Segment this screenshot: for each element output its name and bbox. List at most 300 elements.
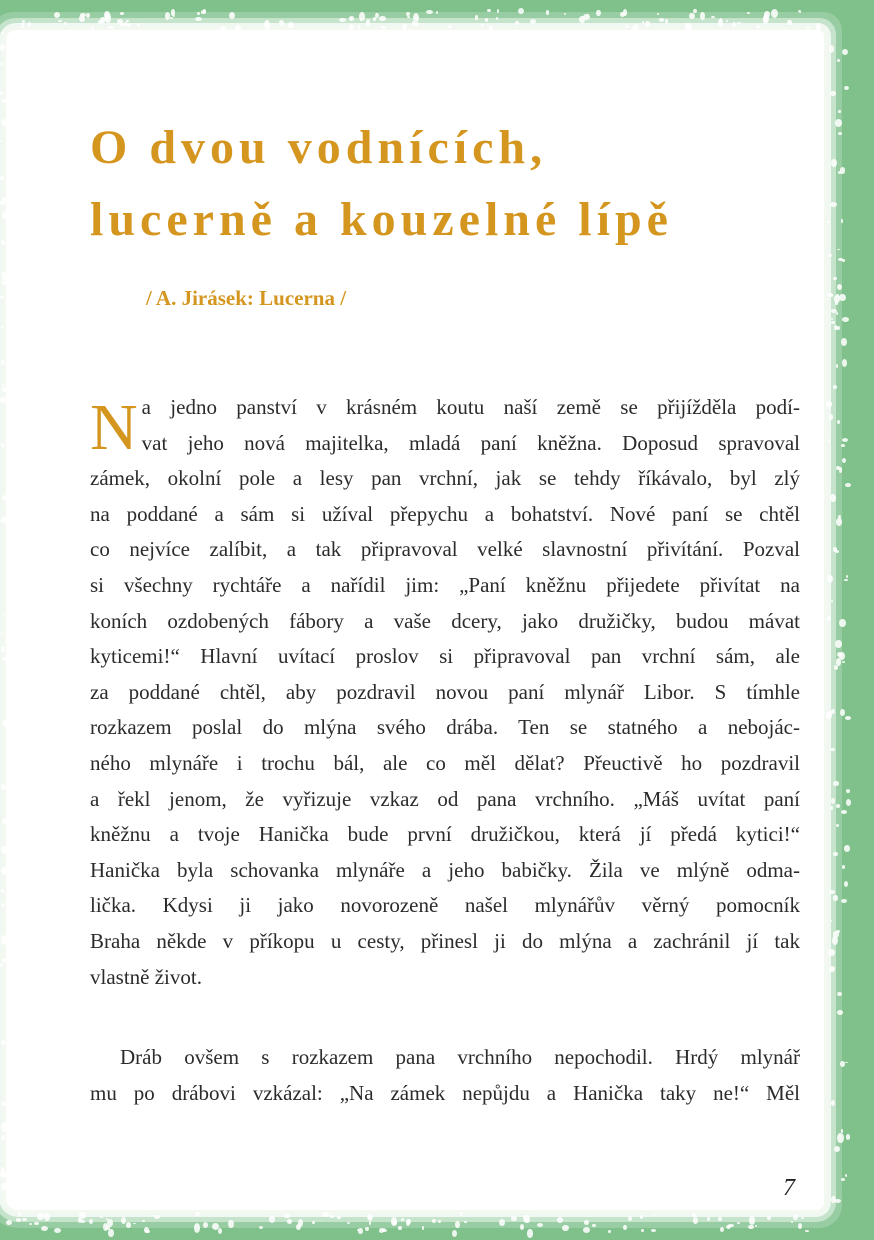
- chalk-speck: [481, 24, 485, 27]
- chalk-speck: [737, 1222, 739, 1224]
- chalk-speck: [840, 709, 845, 716]
- chalk-speck: [0, 176, 3, 180]
- chalk-speck: [557, 1217, 563, 1223]
- chalk-speck: [382, 1229, 387, 1233]
- chalk-speck: [22, 1218, 27, 1221]
- chalk-speck: [2, 446, 4, 448]
- chalk-speck: [284, 1214, 289, 1218]
- chalk-speck: [546, 10, 549, 15]
- chalk-speck: [489, 26, 492, 31]
- chalk-speck: [807, 26, 809, 29]
- chalk-speck: [831, 159, 836, 167]
- chalk-speck: [628, 1216, 632, 1221]
- chalk-speck: [623, 1225, 627, 1231]
- chalk-speck: [126, 1222, 131, 1227]
- chalk-speck: [718, 19, 723, 26]
- chalk-speck: [833, 895, 837, 901]
- text-line: Braha někde v příkopu u cesty, přinesl ji do mlýna a zachránil jí tak: [90, 928, 800, 953]
- chapter-title-line-2: lucerně a kouzelné lípě: [90, 193, 673, 246]
- chalk-speck: [1, 443, 4, 446]
- chalk-speck: [827, 221, 829, 224]
- chalk-speck: [831, 798, 835, 804]
- chalk-speck: [426, 10, 433, 14]
- chalk-speck: [279, 20, 284, 26]
- chalk-speck: [828, 949, 835, 956]
- chalk-speck: [460, 1212, 464, 1215]
- chalk-speck: [89, 1219, 93, 1224]
- chalk-speck: [837, 284, 842, 290]
- text-line: vlastně život.: [90, 964, 202, 989]
- chalk-speck: [845, 1062, 848, 1064]
- chalk-speck: [831, 709, 835, 714]
- chalk-speck: [1, 646, 6, 653]
- chalk-speck: [793, 1214, 797, 1221]
- chalk-speck: [2, 614, 4, 616]
- chalk-speck: [18, 1212, 21, 1216]
- text-line: kyticemi!“ Hlavní uvítací proslov si připravoval pan vrchní sám, ale: [90, 644, 800, 669]
- chalk-speck: [330, 1215, 334, 1218]
- chalk-speck: [767, 1216, 771, 1219]
- chalk-speck: [816, 23, 821, 31]
- chalk-speck: [839, 652, 845, 660]
- chalk-speck: [0, 963, 3, 967]
- chalk-speck: [415, 17, 418, 19]
- chalk-speck: [845, 716, 851, 720]
- chalk-speck: [841, 1178, 845, 1181]
- chalk-speck: [826, 401, 832, 406]
- chalk-speck: [438, 1220, 441, 1224]
- chalk-speck: [2, 281, 8, 285]
- chalk-speck: [133, 1223, 136, 1225]
- chalk-speck: [373, 17, 377, 21]
- chalk-speck: [827, 616, 831, 621]
- chalk-speck: [322, 1212, 329, 1216]
- text-line: kněžnu a tvoje Hanička bude první družičkou, která jí předá kytici!“: [90, 822, 800, 847]
- chalk-speck: [6, 1220, 12, 1225]
- chalk-speck: [165, 12, 171, 20]
- chalk-speck: [831, 318, 833, 320]
- chalk-speck: [642, 21, 644, 23]
- chalk-speck: [737, 22, 741, 25]
- chalk-speck: [829, 45, 835, 53]
- chalk-speck: [455, 1221, 460, 1227]
- chalk-speck: [144, 1213, 146, 1214]
- chalk-speck: [137, 23, 141, 26]
- chalk-speck: [412, 21, 415, 26]
- chalk-speck: [422, 1226, 425, 1230]
- chalk-speck: [365, 1227, 369, 1231]
- chalk-speck: [1, 784, 6, 790]
- chalk-speck: [836, 930, 839, 933]
- chalk-speck: [755, 1225, 757, 1227]
- chalk-speck: [120, 23, 123, 26]
- chalk-speck: [837, 59, 840, 62]
- chalk-speck: [833, 547, 837, 551]
- chalk-speck: [833, 277, 836, 280]
- chalk-speck: [834, 1146, 840, 1152]
- chalk-speck: [711, 16, 714, 19]
- chalk-speck: [1, 903, 5, 907]
- chalk-speck: [844, 881, 848, 887]
- chalk-speck: [349, 16, 354, 21]
- chalk-speck: [203, 9, 206, 13]
- chalk-speck: [562, 1225, 569, 1231]
- chalk-speck: [2, 657, 9, 661]
- text-line: lička. Kdysi ji jako novorozeně našel mlynářův věrný pomocník: [90, 893, 800, 918]
- chalk-speck: [842, 865, 845, 869]
- chalk-speck: [693, 1217, 699, 1223]
- chalk-speck: [583, 1227, 590, 1233]
- paragraph-1: [90, 390, 800, 995]
- chalk-speck: [349, 24, 354, 30]
- chalk-speck: [203, 1222, 208, 1228]
- chalk-speck: [1, 1040, 6, 1045]
- chalk-speck: [692, 1213, 696, 1217]
- chalk-speck: [394, 1221, 396, 1223]
- chalk-speck: [58, 20, 61, 23]
- chalk-speck: [407, 1219, 411, 1224]
- chalk-speck: [831, 600, 833, 602]
- chalk-speck: [829, 414, 834, 420]
- chalk-speck: [496, 17, 499, 20]
- chalk-speck: [641, 1229, 643, 1232]
- chalk-speck: [359, 12, 365, 21]
- chalk-speck: [0, 201, 5, 206]
- chalk-speck: [108, 1229, 114, 1238]
- chalk-speck: [487, 9, 490, 12]
- chalk-speck: [0, 1171, 6, 1178]
- chalk-speck: [2, 720, 9, 727]
- chalk-speck: [108, 26, 114, 30]
- chalk-speck: [269, 1215, 276, 1223]
- chalk-speck: [29, 1223, 32, 1225]
- chalk-speck: [835, 1199, 840, 1203]
- text-line: ného mlynáře i trochu bál, ale co měl dělat? Přeuctivě ho pozdravil: [90, 750, 800, 775]
- chalk-speck: [154, 1215, 160, 1219]
- chalk-speck: [645, 21, 650, 26]
- text-line: co nejvíce zalíbit, a tak připravoval velké slavnostní přivítání. Pozval: [90, 537, 800, 562]
- chalk-speck: [86, 13, 89, 18]
- chalk-speck: [41, 1226, 48, 1231]
- chalk-speck: [106, 1218, 108, 1220]
- chalk-speck: [836, 364, 839, 368]
- chalk-speck: [841, 219, 844, 223]
- chalk-speck: [665, 19, 668, 23]
- chalk-speck: [828, 1070, 830, 1072]
- chalk-speck: [659, 18, 664, 22]
- chalk-speck: [464, 1221, 467, 1223]
- chalk-speck: [841, 444, 844, 447]
- chalk-speck: [838, 110, 841, 113]
- text-line: na poddané a sám si užíval přepychu a bohatství. Nové paní se chtěl: [90, 501, 800, 526]
- chalk-speck: [771, 9, 778, 18]
- chalk-speck: [832, 936, 838, 945]
- chalk-speck: [1, 1183, 7, 1190]
- chalk-speck: [452, 1230, 457, 1237]
- chalk-speck: [830, 202, 837, 207]
- chalk-speck: [218, 1228, 222, 1234]
- chalk-speck: [640, 1215, 643, 1219]
- chalk-speck: [81, 1220, 85, 1223]
- chalk-speck: [846, 789, 850, 793]
- chalk-speck: [830, 806, 833, 810]
- chalk-speck: [1, 935, 7, 945]
- text-line: koních ozdobených fábory a vaše dcery, jako družičky, budou mávat: [90, 608, 800, 633]
- text-line: zámek, okolní pole a lesy pan vrchní, jak se tehdy říkávalo, byl zlý: [90, 466, 800, 491]
- chalk-speck: [747, 12, 749, 14]
- chalk-speck: [830, 91, 836, 96]
- chalk-speck: [689, 13, 694, 19]
- chalk-speck: [298, 1219, 303, 1227]
- chalk-speck: [1, 1138, 4, 1140]
- chalk-speck: [707, 1217, 710, 1221]
- chalk-speck: [836, 312, 838, 315]
- chalk-speck: [436, 11, 438, 14]
- chalk-speck: [830, 748, 835, 752]
- text-line: Dráb ovšem s rozkazem pana vrchního nepochodil. Hrdý mlynář: [120, 1045, 800, 1069]
- chalk-speck: [1, 1159, 3, 1161]
- chalk-speck: [259, 1226, 264, 1230]
- chalk-speck: [579, 16, 584, 24]
- chalk-speck: [841, 1129, 843, 1132]
- chalk-speck: [511, 1216, 517, 1220]
- chalk-speck: [0, 140, 2, 142]
- chalk-speck: [657, 13, 659, 16]
- chalk-speck: [347, 1222, 350, 1224]
- chalk-speck: [358, 25, 361, 29]
- chalk-speck: [520, 1224, 524, 1230]
- chalk-speck: [836, 804, 841, 808]
- chalk-speck: [838, 258, 843, 261]
- text-line: vat jeho nová majitelka, mladá paní kněžna. Doposud spravoval: [141, 430, 800, 455]
- chalk-speck: [499, 1219, 505, 1226]
- chalk-speck: [1, 326, 4, 328]
- chalk-speck: [842, 661, 845, 663]
- chalk-speck: [195, 17, 202, 21]
- chalk-speck: [841, 810, 847, 814]
- chalk-speck: [846, 799, 851, 806]
- chalk-speck: [584, 1220, 590, 1225]
- chalk-speck: [497, 9, 500, 13]
- chalk-speck: [838, 132, 842, 135]
- chalk-speck: [828, 254, 832, 256]
- chalk-speck: [195, 1212, 200, 1216]
- chalk-speck: [0, 44, 5, 51]
- chalk-speck: [830, 494, 835, 501]
- chalk-speck: [829, 890, 835, 894]
- chalk-speck: [2, 891, 5, 893]
- chalk-speck: [842, 49, 848, 55]
- chalk-speck: [608, 1230, 611, 1234]
- chalk-speck: [841, 338, 847, 346]
- chalk-speck: [799, 11, 801, 14]
- chalk-speck: [2, 272, 8, 279]
- chalk-speck: [2, 958, 6, 963]
- chalk-speck: [837, 420, 840, 424]
- chalk-speck: [840, 1061, 845, 1067]
- chalk-speck: [732, 22, 736, 27]
- chalk-speck: [749, 1216, 756, 1225]
- chalk-speck: [1, 360, 4, 364]
- chalk-speck: [1, 846, 7, 853]
- chalk-speck: [592, 1224, 595, 1227]
- chalk-speck: [44, 1213, 51, 1220]
- chalk-speck: [312, 1221, 315, 1224]
- chalk-speck: [22, 20, 25, 23]
- chalk-speck: [105, 13, 112, 23]
- text-line: a řekl jenom, že vyřizuje vzkaz od pana vrchního. „Máš uvítat paní: [90, 786, 800, 811]
- chalk-speck: [0, 397, 5, 403]
- chalk-speck: [837, 1133, 843, 1142]
- chalk-speck: [120, 12, 124, 14]
- chalk-speck: [829, 966, 835, 972]
- chalk-speck: [844, 845, 850, 851]
- chalk-speck: [700, 12, 705, 19]
- chalk-speck: [564, 13, 566, 15]
- chalk-speck: [831, 1100, 835, 1105]
- chalk-speck: [726, 1225, 731, 1229]
- chalk-speck: [756, 25, 760, 28]
- chalk-speck: [623, 9, 627, 15]
- chalk-speck: [845, 483, 852, 487]
- chalk-speck: [402, 24, 406, 30]
- text-line: si všechny rychtáře a nařídil jim: „Paní kněžnu přijedete přivítat na: [90, 572, 800, 597]
- chalk-speck: [366, 19, 371, 26]
- chalk-speck: [518, 8, 524, 14]
- chalk-speck: [398, 1226, 402, 1230]
- chalk-speck: [828, 439, 831, 443]
- chalk-speck: [791, 1221, 793, 1223]
- chalk-speck: [833, 781, 839, 785]
- chalk-speck: [287, 1219, 292, 1224]
- chalk-speck: [16, 1218, 21, 1221]
- chalk-speck: [748, 1225, 754, 1230]
- chalk-speck: [34, 1222, 39, 1225]
- chalk-speck: [836, 518, 842, 526]
- chalk-speck: [845, 1174, 848, 1177]
- chalk-speck: [805, 1230, 808, 1232]
- chalk-speck: [726, 20, 728, 22]
- chalk-speck: [530, 19, 536, 24]
- chalk-speck: [432, 1219, 437, 1223]
- chalk-speck: [827, 575, 833, 583]
- chalk-speck: [79, 1212, 86, 1218]
- chalk-speck: [0, 91, 3, 95]
- chalk-speck: [339, 18, 345, 22]
- chalk-speck: [537, 1223, 543, 1227]
- chalk-speck: [527, 1229, 532, 1237]
- text-line: rozkazem poslal do mlýna svého drába. Ten se statného a nebojác-: [90, 715, 800, 740]
- chalk-speck: [142, 1220, 145, 1222]
- paragraph-2: [90, 1040, 800, 1111]
- chalk-speck: [368, 1215, 372, 1221]
- chalk-speck: [28, 22, 31, 27]
- chalk-speck: [379, 16, 386, 21]
- chalk-speck: [596, 10, 601, 17]
- chalk-speck: [846, 1134, 851, 1139]
- chalk-speck: [407, 16, 410, 18]
- chalk-speck: [839, 619, 846, 627]
- chalk-speck: [2, 552, 4, 553]
- chalk-speck: [846, 575, 848, 578]
- chalk-speck: [842, 458, 846, 463]
- source-attribution: / A. Jirásek: Lucerna /: [146, 286, 347, 310]
- chalk-speck: [720, 1227, 724, 1232]
- chapter-title: [90, 112, 790, 256]
- chalk-speck: [693, 9, 697, 13]
- chalk-speck: [836, 824, 839, 827]
- chalk-speck: [228, 1220, 233, 1228]
- chalk-speck: [288, 22, 294, 28]
- chalk-speck: [381, 26, 386, 30]
- chalk-speck: [127, 23, 130, 27]
- chalk-speck: [229, 12, 235, 19]
- chalk-speck: [651, 1229, 656, 1232]
- chalk-speck: [1, 1101, 6, 1106]
- chalk-speck: [830, 920, 832, 922]
- chalk-speck: [515, 21, 519, 24]
- text-line: za poddané chtěl, aby pozdravil novou paní mlynář Libor. S tímhle: [90, 679, 800, 704]
- chalk-speck: [54, 1228, 61, 1233]
- chalk-speck: [523, 1215, 530, 1222]
- chalk-speck: [100, 1216, 103, 1218]
- chalk-speck: [837, 249, 839, 251]
- chalk-speck: [197, 12, 200, 15]
- chalk-speck: [842, 359, 847, 367]
- chalk-speck: [835, 640, 841, 648]
- chalk-speck: [763, 14, 769, 23]
- chalk-speck: [836, 466, 841, 470]
- text-line: Hanička byla schovanka mlynáře a jeho babičky. Žila ve mlýně odma-: [90, 857, 800, 882]
- chalk-speck: [653, 1214, 656, 1216]
- drop-cap: N: [90, 391, 138, 464]
- text-line: a jedno panství v krásném koutu naší země se přijížděla podí-: [141, 395, 800, 419]
- chalk-speck: [357, 1229, 360, 1231]
- chalk-speck: [264, 20, 270, 30]
- chalk-speck: [839, 294, 846, 301]
- chalk-speck: [798, 1223, 802, 1229]
- chalk-speck: [235, 25, 241, 31]
- chalk-speck: [718, 1217, 722, 1221]
- chalk-speck: [833, 385, 837, 389]
- chalk-speck: [842, 317, 849, 322]
- chalk-speck: [801, 1217, 804, 1219]
- chalk-speck: [835, 119, 842, 127]
- chalk-speck: [475, 15, 479, 20]
- chalk-speck: [1, 1122, 8, 1131]
- chalk-speck: [54, 12, 61, 18]
- chalk-speck: [833, 852, 837, 856]
- chalk-speck: [123, 22, 128, 26]
- chalk-speck: [837, 1010, 843, 1015]
- chalk-speck: [834, 665, 838, 670]
- chalk-speck: [840, 167, 846, 173]
- chalk-speck: [401, 1218, 404, 1222]
- chalk-speck: [844, 86, 849, 90]
- chapter-title-line-1: O dvou vodnících,: [90, 121, 548, 174]
- chalk-speck: [448, 25, 452, 28]
- chalk-speck: [1, 632, 3, 635]
- chalk-speck: [369, 1221, 371, 1225]
- chalk-speck: [0, 296, 4, 299]
- chalk-speck: [844, 579, 848, 582]
- chalk-speck: [831, 321, 835, 324]
- chalk-speck: [1, 62, 3, 65]
- chalk-speck: [37, 1213, 44, 1221]
- chalk-speck: [21, 23, 24, 29]
- chalk-speck: [194, 1223, 200, 1233]
- chalk-speck: [2, 387, 8, 392]
